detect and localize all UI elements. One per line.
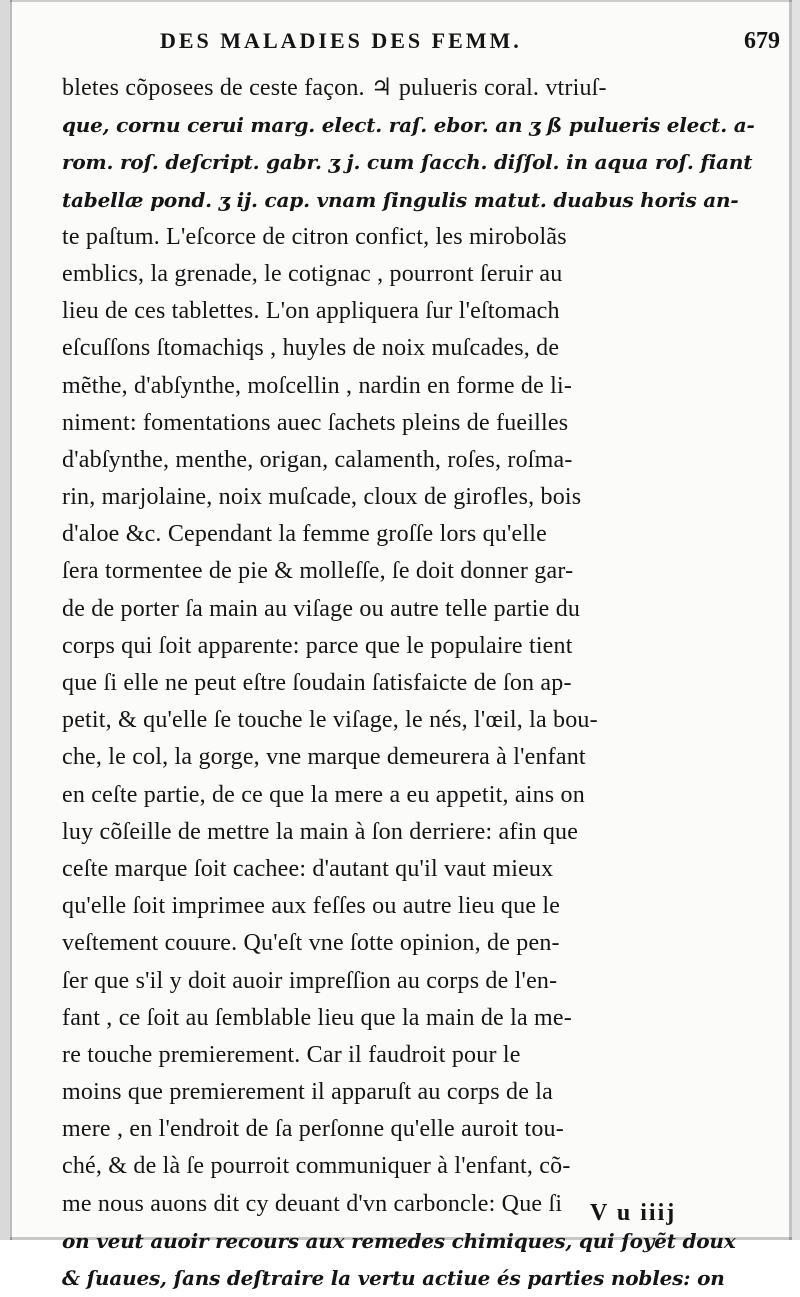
text-line: luy cõſeille de mettre la main à ſon derriere: afin que — [62, 818, 579, 845]
page-right-edge — [792, 0, 800, 1240]
text-line: ché, & de là ſe pourroit communiquer à l'enfant, cõ- — [62, 1153, 571, 1180]
text-line: rom. roſ. deſcript. gabr. ʒ j. cum ſacch. diſſol. in aqua roſ. fiant — [62, 150, 753, 175]
text-line: on veut auoir recours aux remedes chimiques, qui ſoyẽt doux — [62, 1228, 736, 1253]
text-line: mere , en l'endroit de ſa perſonne qu'elle auroit tou- — [62, 1116, 564, 1143]
page-left-edge — [0, 0, 10, 1240]
text-line: bletes cõposees de ceste façon. ♃ pulueris coral. vtriuſ- — [62, 75, 607, 101]
text-line: eſcuſſons ſtomachiqs , huyles de noix muſcades, de — [62, 335, 560, 362]
text-line: ceſte marque ſoit cachee: d'autant qu'il vaut mieux — [62, 855, 554, 882]
text-line: veſtement couure. Qu'eſt vne ſotte opinion, de pen- — [62, 930, 560, 957]
text-line: moins que premierement il apparuſt au corps de la — [62, 1079, 553, 1106]
text-line: mẽthe, d'abſynthe, moſcellin , nardin en forme de li- — [62, 372, 573, 399]
running-title: DES MALADIES DES FEMM. — [160, 28, 522, 53]
scanned-book-page — [10, 0, 792, 1290]
text-line: te paſtum. L'eſcorce de citron confict, les mirobolãs — [62, 223, 567, 250]
text-line: ſer que s'il y doit auoir impreſſion au corps de l'en- — [62, 967, 558, 994]
signature-mark: V u iiij — [590, 1200, 677, 1226]
text-line: petit, & qu'elle ſe touche le viſage, le nés, l'œil, la bou- — [62, 707, 598, 734]
page-number: 679 — [744, 28, 780, 54]
text-line: me nous auons dit cy deuant d'vn carboncle: Que ſi — [62, 1190, 563, 1217]
text-line: lieu de ces tablettes. L'on appliquera ſur l'eſtomach — [62, 298, 560, 325]
text-line: qu'elle ſoit imprimee aux feſſes ou autre lieu que le — [62, 893, 561, 920]
text-line: en ceſte partie, de ce que la mere a eu appetit, ains on — [62, 781, 585, 808]
text-line: que, cornu cerui marg. elect. raſ. ebor. an ʒ ß pulueris elect. a- — [62, 113, 755, 138]
text-line: de de porter ſa main au viſage ou autre telle partie du — [62, 595, 581, 622]
text-line: corps qui ſoit apparente: parce que le populaire tient — [62, 632, 573, 659]
running-header — [160, 28, 780, 62]
text-line: d'aloe &c. Cependant la femme groſſe lors qu'elle — [62, 521, 547, 548]
text-line: d'abſynthe, menthe, origan, calamenth, roſes, roſma- — [62, 446, 573, 473]
text-line: ſera tormentee de pie & molleſſe, ſe doit donner gar- — [62, 558, 574, 585]
text-line: & ſuaues, ſans deſtraire la vertu actiue és parties nobles: on — [62, 1266, 725, 1290]
text-line: che, le col, la gorge, vne marque demeurera à l'enfant — [62, 744, 586, 771]
text-line: re touche premierement. Car il faudroit pour le — [62, 1041, 521, 1068]
text-line: emblics, la grenade, le cotignac , pourront ſeruir au — [62, 260, 563, 287]
body-text — [62, 70, 782, 1297]
text-line: tabellæ pond. ʒ ij. cap. vnam ſingulis matut. duabus horis an- — [62, 187, 739, 212]
text-line: fant , ce ſoit au ſemblable lieu que la main de la me- — [62, 1004, 572, 1031]
text-line: rin, marjolaine, noix muſcade, cloux de girofles, bois — [62, 484, 582, 511]
text-line: niment: fomentations auec ſachets pleins de fueilles — [62, 409, 569, 436]
text-line: que ſi elle ne peut eſtre ſoudain ſatisfaicte de ſon ap- — [62, 670, 572, 696]
